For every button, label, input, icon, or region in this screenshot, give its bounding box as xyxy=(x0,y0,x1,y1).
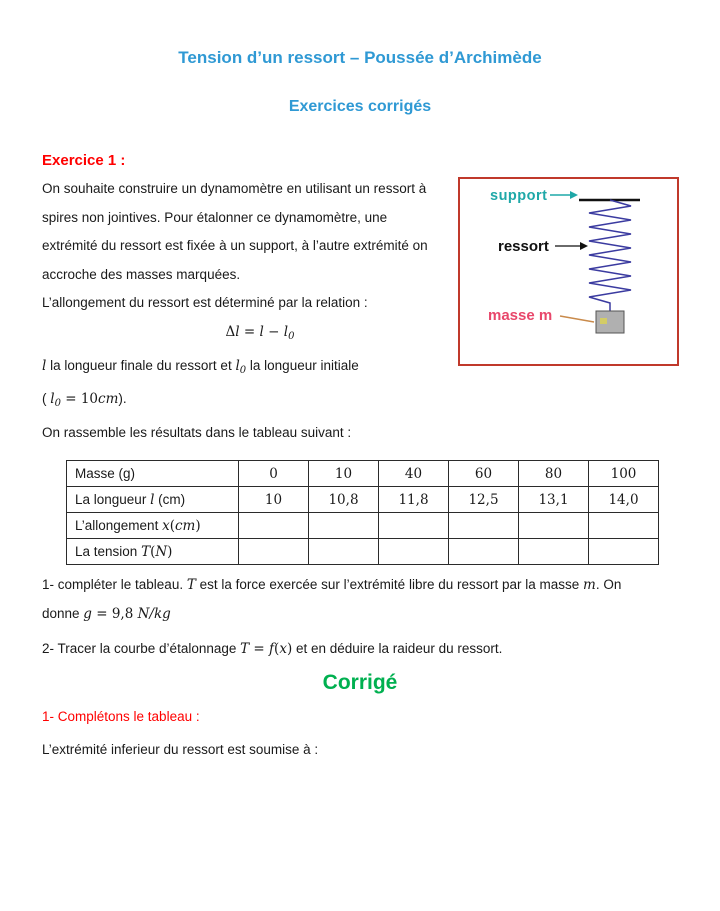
table-cell xyxy=(449,513,519,539)
formula-delta-l: $\Delta l = l - l_0$ xyxy=(225,323,295,342)
exercise-heading: Exercice 1 : xyxy=(42,152,126,169)
table-row xyxy=(67,487,659,513)
support-arrow-head-icon xyxy=(570,191,578,199)
table-cell: 60 xyxy=(449,461,519,487)
spring-figure xyxy=(458,177,679,366)
table-cell xyxy=(589,513,659,539)
masse-arrow-icon xyxy=(560,316,594,322)
row-label: L’allongement x(cm) xyxy=(67,513,239,539)
table-cell xyxy=(239,513,309,539)
table-row xyxy=(67,539,659,565)
spring-coil xyxy=(589,200,631,311)
correction-step-1: 1- Complétons le tableau : xyxy=(42,709,200,725)
table-intro-line: On rassemble les résultats dans le tableau suivant : xyxy=(42,424,352,440)
table-row xyxy=(67,513,659,539)
ressort-label: ressort xyxy=(498,238,549,255)
text-line: l la longueur finale du ressort et $l_0$ la longueur initiale xyxy=(42,357,359,376)
table-cell xyxy=(309,513,379,539)
table-cell: 0 xyxy=(239,461,309,487)
correction-heading: Corrigé xyxy=(322,671,398,695)
ressort-arrow-head-icon xyxy=(580,242,588,250)
question-1-line: 1- compléter le tableau. T est la force exercée sur l’extrémité libre du ressort par la masse m. On xyxy=(42,577,622,594)
table-cell xyxy=(379,539,449,565)
table-cell xyxy=(519,513,589,539)
spring-diagram xyxy=(460,179,677,364)
table-cell xyxy=(519,539,589,565)
table-cell: 11,8 xyxy=(379,487,449,513)
exercise-text-column xyxy=(42,175,478,447)
table-cell xyxy=(239,539,309,565)
correction-text-line: L’extrémité inferieur du ressort est soumise à : xyxy=(42,742,319,758)
table-cell xyxy=(309,539,379,565)
table-cell xyxy=(589,539,659,565)
table-row xyxy=(67,461,659,487)
results-table-wrap xyxy=(66,460,720,565)
support-label: support xyxy=(490,188,548,204)
table-cell: 40 xyxy=(379,461,449,487)
table-cell: 100 xyxy=(589,461,659,487)
question-2-line: 2- Tracer la courbe d’étalonnage T = f(x) et en déduire la raideur du ressort. xyxy=(42,640,503,657)
table-cell: 10,8 xyxy=(309,487,379,513)
text-line: ( $l_0 = 10cm$). xyxy=(42,391,127,410)
results-table xyxy=(66,460,659,565)
table-cell: 10 xyxy=(309,461,379,487)
mass-marker-icon xyxy=(600,318,607,324)
masse-label: masse m xyxy=(488,307,553,324)
row-label: La longueur l (cm) xyxy=(67,487,239,513)
table-cell: 12,5 xyxy=(449,487,519,513)
table-cell xyxy=(379,513,449,539)
row-label: La tension T(N) xyxy=(67,539,239,565)
table-cell: 13,1 xyxy=(519,487,589,513)
text-line: On souhaite construire un dynamomètre en utilisant un ressort à xyxy=(42,181,427,196)
page-subtitle: Exercices corrigés xyxy=(288,98,432,115)
row-label: Masse (g) xyxy=(67,461,239,487)
text-line: spires non jointives. Pour étalonner ce dynamomètre, une xyxy=(42,209,388,225)
text-line: extrémité du ressort est fixée à un support, à l’autre extrémité on xyxy=(42,238,428,254)
table-cell: 10 xyxy=(239,487,309,513)
text-line: accroche des masses marquées. xyxy=(42,266,241,282)
table-cell: 80 xyxy=(519,461,589,487)
text-line: L’allongement du ressort est déterminé par la relation : xyxy=(42,295,368,311)
question-1-line: donne g = 9,8 N/kg xyxy=(42,605,171,622)
questions-block xyxy=(42,571,692,663)
page-title: Tension d’un ressort – Poussée d’Archimède xyxy=(178,48,542,67)
table-cell: 14,0 xyxy=(589,487,659,513)
table-cell xyxy=(449,539,519,565)
